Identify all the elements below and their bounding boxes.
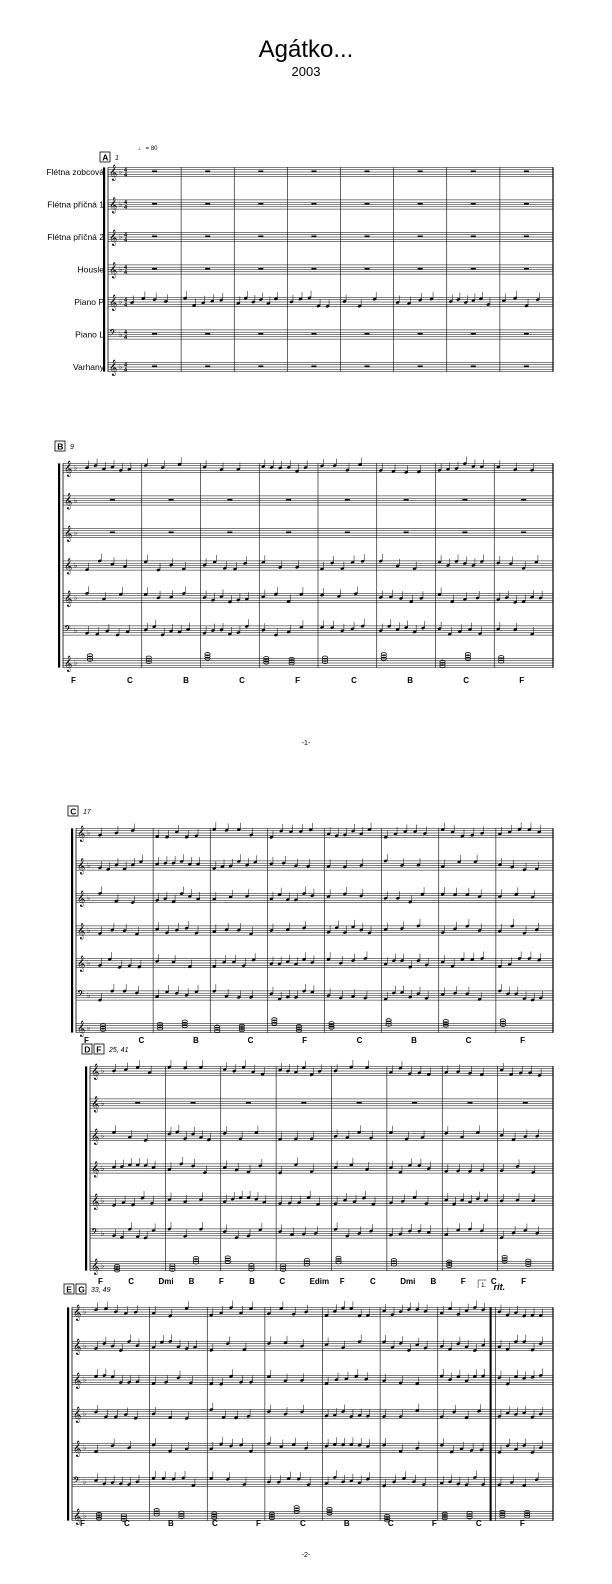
- key-signature-flat: ♭: [87, 895, 91, 902]
- chord-symbol: F: [98, 1277, 103, 1286]
- instrument-label: Flétna příčná 1: [47, 199, 104, 210]
- chord-symbol: F: [460, 1277, 466, 1286]
- treble-clef: 𝄞: [73, 1406, 82, 1422]
- time-signature-bottom: 4: [124, 302, 128, 309]
- whole-rest: [205, 366, 210, 368]
- system-bracket: [58, 463, 60, 667]
- key-signature-flat: ♭: [83, 1411, 87, 1418]
- key-signature-flat: ♭: [119, 331, 123, 339]
- key-signature-flat: ♭: [74, 562, 78, 570]
- treble-clef: 𝄞: [73, 1508, 82, 1524]
- chord-symbol: F: [80, 1519, 85, 1528]
- treble-clef: 𝄞: [91, 1258, 100, 1274]
- page-number-2: -2-: [301, 1552, 311, 1559]
- treble-clef: 𝄞: [64, 557, 73, 574]
- treble-clef: 𝄞: [109, 164, 118, 180]
- treble-clef: 𝄞: [109, 229, 118, 245]
- key-signature-flat: ♭: [101, 1198, 105, 1205]
- whole-rest: [521, 532, 526, 534]
- chord-symbol: C: [387, 1519, 394, 1528]
- whole-rest: [471, 171, 476, 173]
- treble-clef: 𝄞: [64, 460, 73, 476]
- treble-clef: 𝄞: [91, 1193, 100, 1209]
- time-signature-bottom: 4: [124, 270, 128, 276]
- chord-symbol: F: [519, 676, 525, 685]
- whole-rest: [301, 1102, 306, 1104]
- chord-symbol: C: [239, 676, 245, 685]
- key-signature-flat: ♭: [83, 1309, 87, 1316]
- whole-rest: [205, 268, 210, 270]
- rehearsal-mark: D: [84, 1044, 91, 1055]
- whole-rest: [523, 1102, 528, 1104]
- system-bracket: [71, 828, 73, 1032]
- chord-symbol: C: [247, 1036, 254, 1045]
- whole-rest: [152, 171, 157, 173]
- chord-symbol: B: [411, 1036, 417, 1045]
- time-signature-bottom: 4: [124, 237, 128, 244]
- key-signature-flat: ♭: [101, 1133, 105, 1140]
- key-signature-flat: ♭: [83, 1479, 87, 1486]
- whole-rest: [258, 268, 263, 270]
- measure-number: 25, 41: [109, 1047, 129, 1054]
- chord-symbol: F: [84, 1036, 89, 1045]
- treble-clef: 𝄞: [77, 825, 86, 841]
- whole-rest: [191, 1102, 196, 1104]
- whole-rest: [365, 203, 370, 205]
- chord-symbol: C: [128, 1277, 135, 1286]
- whole-rest: [311, 268, 316, 270]
- time-signature-top: 4: [124, 362, 128, 369]
- key-signature-flat: ♭: [87, 830, 91, 837]
- whole-rest: [412, 1102, 417, 1104]
- whole-rest: [246, 1102, 251, 1104]
- chord-symbol: B: [249, 1277, 255, 1286]
- whole-rest: [418, 366, 423, 368]
- chord-symbol: C: [299, 1519, 306, 1528]
- treble-clef: 𝄞: [64, 492, 73, 509]
- whole-rest: [311, 366, 316, 368]
- chord-symbol: B: [188, 1277, 195, 1286]
- whole-rest: [471, 203, 476, 205]
- chord-symbol: B: [407, 676, 413, 685]
- whole-rest: [152, 268, 157, 270]
- score-year: 2003: [291, 64, 321, 79]
- key-signature-flat: ♭: [101, 1100, 105, 1108]
- whole-rest: [418, 236, 423, 238]
- rehearsal-mark: B: [57, 441, 64, 452]
- chord-symbol: C: [465, 1036, 472, 1045]
- chord-symbol: F: [431, 1519, 437, 1528]
- bass-clef: 𝄢: [109, 328, 117, 341]
- time-signature-bottom: 4: [124, 367, 128, 374]
- key-signature-flat: ♭: [87, 927, 91, 935]
- whole-rest: [365, 171, 370, 173]
- whole-rest: [521, 499, 526, 501]
- treble-clef: 𝄞: [64, 655, 73, 671]
- key-signature-flat: ♭: [83, 1343, 87, 1350]
- instrument-label: Varhany: [72, 362, 104, 372]
- chord-symbol: C: [351, 676, 357, 685]
- whole-rest: [205, 203, 210, 205]
- whole-rest: [258, 236, 263, 238]
- whole-rest: [365, 236, 370, 238]
- whole-rest: [169, 532, 174, 534]
- chord-symbol: C: [356, 1036, 363, 1045]
- key-signature-flat: ♭: [74, 627, 78, 635]
- tempo-mark-rit: rit.: [493, 1282, 506, 1292]
- whole-rest: [205, 171, 210, 173]
- key-signature-flat: ♭: [101, 1068, 105, 1075]
- whole-rest: [524, 333, 529, 335]
- whole-rest: [311, 203, 316, 205]
- chord-symbol: B: [343, 1519, 350, 1528]
- whole-rest: [135, 1102, 140, 1104]
- time-signature-top: 4: [124, 297, 128, 304]
- treble-clef: 𝄞: [91, 1160, 100, 1177]
- whole-rest: [524, 171, 529, 173]
- tempo-marking: ♩ = 80: [138, 146, 158, 152]
- key-signature-flat: ♭: [74, 530, 78, 537]
- whole-rest: [471, 333, 476, 335]
- whole-rest: [524, 366, 529, 368]
- whole-rest: [152, 236, 157, 238]
- bass-clef: 𝄢: [64, 624, 72, 637]
- treble-clef: 𝄞: [91, 1063, 100, 1079]
- chord-symbol: C: [475, 1519, 482, 1528]
- whole-rest: [418, 268, 423, 270]
- whole-rest: [404, 499, 409, 501]
- treble-clef: 𝄞: [73, 1338, 82, 1354]
- key-signature-flat: ♭: [87, 992, 91, 1000]
- key-signature-flat: ♭: [101, 1165, 105, 1173]
- instrument-label: Housle: [77, 264, 104, 275]
- whole-rest: [169, 499, 174, 501]
- rehearsal-mark: C: [70, 806, 77, 817]
- chord-symbol: F: [339, 1277, 345, 1286]
- chord-symbol: C: [123, 1519, 130, 1528]
- bass-clef: 𝄢: [77, 989, 85, 1002]
- key-signature-flat: ♭: [74, 497, 78, 505]
- key-signature-flat: ♭: [74, 465, 78, 472]
- treble-clef: 𝄞: [73, 1372, 82, 1388]
- whole-rest: [227, 532, 232, 534]
- instrument-label: Piano L: [75, 329, 104, 340]
- treble-clef: 𝄞: [77, 955, 86, 971]
- treble-clef: 𝄞: [109, 261, 118, 278]
- whole-rest: [152, 333, 157, 335]
- chord-symbol: Edim: [309, 1277, 330, 1286]
- time-signature-top: 4: [124, 200, 128, 206]
- bass-clef: 𝄢: [91, 1227, 99, 1240]
- treble-clef: 𝄞: [77, 857, 86, 874]
- chord-symbol: Dmi: [158, 1277, 174, 1286]
- chord-symbol: B: [430, 1277, 437, 1286]
- final-barline-thick: [490, 1307, 492, 1520]
- chord-symbol: C: [370, 1277, 376, 1286]
- whole-rest: [311, 236, 316, 238]
- whole-rest: [524, 268, 529, 270]
- key-signature-flat: ♭: [119, 299, 123, 306]
- key-signature-flat: ♭: [119, 266, 123, 274]
- chord-symbol: F: [302, 1036, 307, 1045]
- system-bracket: [85, 1066, 87, 1270]
- measure-number: 17: [83, 809, 91, 816]
- whole-rest: [345, 532, 350, 534]
- whole-rest: [311, 171, 316, 173]
- instrument-label: Flétna zobcová: [46, 167, 104, 177]
- whole-rest: [467, 1102, 472, 1104]
- key-signature-flat: ♭: [87, 862, 91, 870]
- rehearsal-mark: F: [96, 1044, 102, 1055]
- treble-clef: 𝄞: [109, 294, 118, 310]
- chord-symbol: Dmi: [400, 1277, 416, 1286]
- time-signature-bottom: 4: [124, 335, 128, 341]
- key-signature-flat: ♭: [119, 201, 123, 209]
- whole-rest: [110, 499, 115, 501]
- treble-clef: 𝄞: [77, 890, 86, 906]
- key-signature-flat: ♭: [101, 1230, 105, 1238]
- key-signature-flat: ♭: [119, 169, 123, 176]
- rehearsal-mark: G: [78, 1284, 85, 1295]
- chord-symbol: B: [183, 676, 189, 685]
- whole-rest: [365, 333, 370, 335]
- chord-symbol: B: [167, 1519, 174, 1528]
- whole-rest: [404, 532, 409, 534]
- key-signature-flat: ♭: [74, 660, 78, 667]
- chord-symbol: C: [279, 1277, 286, 1286]
- whole-rest: [311, 333, 316, 335]
- whole-rest: [471, 236, 476, 238]
- chord-symbol: F: [295, 676, 301, 685]
- chord-symbol: F: [218, 1277, 224, 1286]
- whole-rest: [286, 532, 291, 534]
- rehearsal-mark: A: [102, 152, 109, 163]
- chord-symbol: C: [490, 1277, 497, 1286]
- treble-clef: 𝄞: [91, 1095, 100, 1112]
- whole-rest: [286, 499, 291, 501]
- chord-symbol: F: [71, 676, 76, 685]
- key-signature-flat: ♭: [101, 1263, 105, 1270]
- treble-clef: 𝄞: [109, 359, 118, 375]
- instrument-label: Piano P: [74, 297, 104, 307]
- treble-clef: 𝄞: [77, 1020, 86, 1036]
- volta-number: 1.: [481, 1283, 487, 1289]
- key-signature-flat: ♭: [87, 1025, 91, 1032]
- chord-symbol: C: [138, 1036, 145, 1045]
- whole-rest: [524, 236, 529, 238]
- key-signature-flat: ♭: [119, 234, 123, 241]
- whole-rest: [258, 171, 263, 173]
- time-signature-top: 4: [124, 167, 128, 174]
- chord-symbol: F: [521, 1277, 527, 1286]
- chord-symbol: B: [193, 1036, 199, 1045]
- score-title: Agátko...: [258, 36, 354, 63]
- treble-clef: 𝄞: [64, 590, 73, 606]
- whole-rest: [205, 333, 210, 335]
- whole-rest: [471, 366, 476, 368]
- measure-number: 1: [115, 155, 119, 162]
- key-signature-flat: ♭: [87, 960, 91, 967]
- key-signature-flat: ♭: [119, 364, 123, 371]
- instrument-label: Flétna příčná 2: [47, 232, 104, 242]
- key-signature-flat: ♭: [83, 1513, 87, 1520]
- treble-clef: 𝄞: [73, 1304, 82, 1320]
- chord-symbol: C: [211, 1519, 218, 1528]
- whole-rest: [227, 499, 232, 501]
- treble-clef: 𝄞: [91, 1128, 100, 1144]
- whole-rest: [357, 1102, 362, 1104]
- whole-rest: [258, 203, 263, 205]
- page-number-1: -1-: [301, 740, 311, 747]
- whole-rest: [258, 366, 263, 368]
- whole-rest: [418, 203, 423, 205]
- whole-rest: [418, 333, 423, 335]
- time-signature-top: 4: [124, 265, 128, 271]
- whole-rest: [365, 366, 370, 368]
- system-bracket: [67, 1307, 69, 1520]
- bass-clef: 𝄢: [73, 1476, 81, 1488]
- measure-number: 33, 49: [91, 1287, 111, 1294]
- whole-rest: [365, 268, 370, 270]
- whole-rest: [152, 366, 157, 368]
- whole-rest: [152, 203, 157, 205]
- whole-rest: [205, 236, 210, 238]
- rehearsal-mark: E: [66, 1284, 72, 1295]
- time-signature-bottom: 4: [124, 205, 128, 211]
- key-signature-flat: ♭: [74, 595, 78, 602]
- whole-rest: [110, 532, 115, 534]
- whole-rest: [524, 203, 529, 205]
- whole-rest: [418, 171, 423, 173]
- chord-symbol: F: [255, 1519, 261, 1528]
- whole-rest: [462, 532, 467, 534]
- chord-symbol: C: [463, 676, 470, 685]
- whole-rest: [345, 499, 350, 501]
- whole-rest: [471, 268, 476, 270]
- treble-clef: 𝄞: [77, 922, 86, 939]
- chord-symbol: F: [519, 1519, 525, 1528]
- whole-rest: [462, 499, 467, 501]
- chord-symbol: C: [127, 676, 133, 685]
- key-signature-flat: ♭: [83, 1377, 87, 1384]
- treble-clef: 𝄞: [64, 525, 73, 541]
- key-signature-flat: ♭: [83, 1445, 87, 1452]
- time-signature-top: 4: [124, 232, 128, 239]
- whole-rest: [258, 333, 263, 335]
- treble-clef: 𝄞: [109, 196, 118, 213]
- time-signature-top: 4: [124, 330, 128, 336]
- chord-symbol: F: [520, 1036, 526, 1045]
- treble-clef: 𝄞: [73, 1440, 82, 1456]
- time-signature-bottom: 4: [124, 172, 128, 179]
- measure-number: 9: [70, 444, 74, 451]
